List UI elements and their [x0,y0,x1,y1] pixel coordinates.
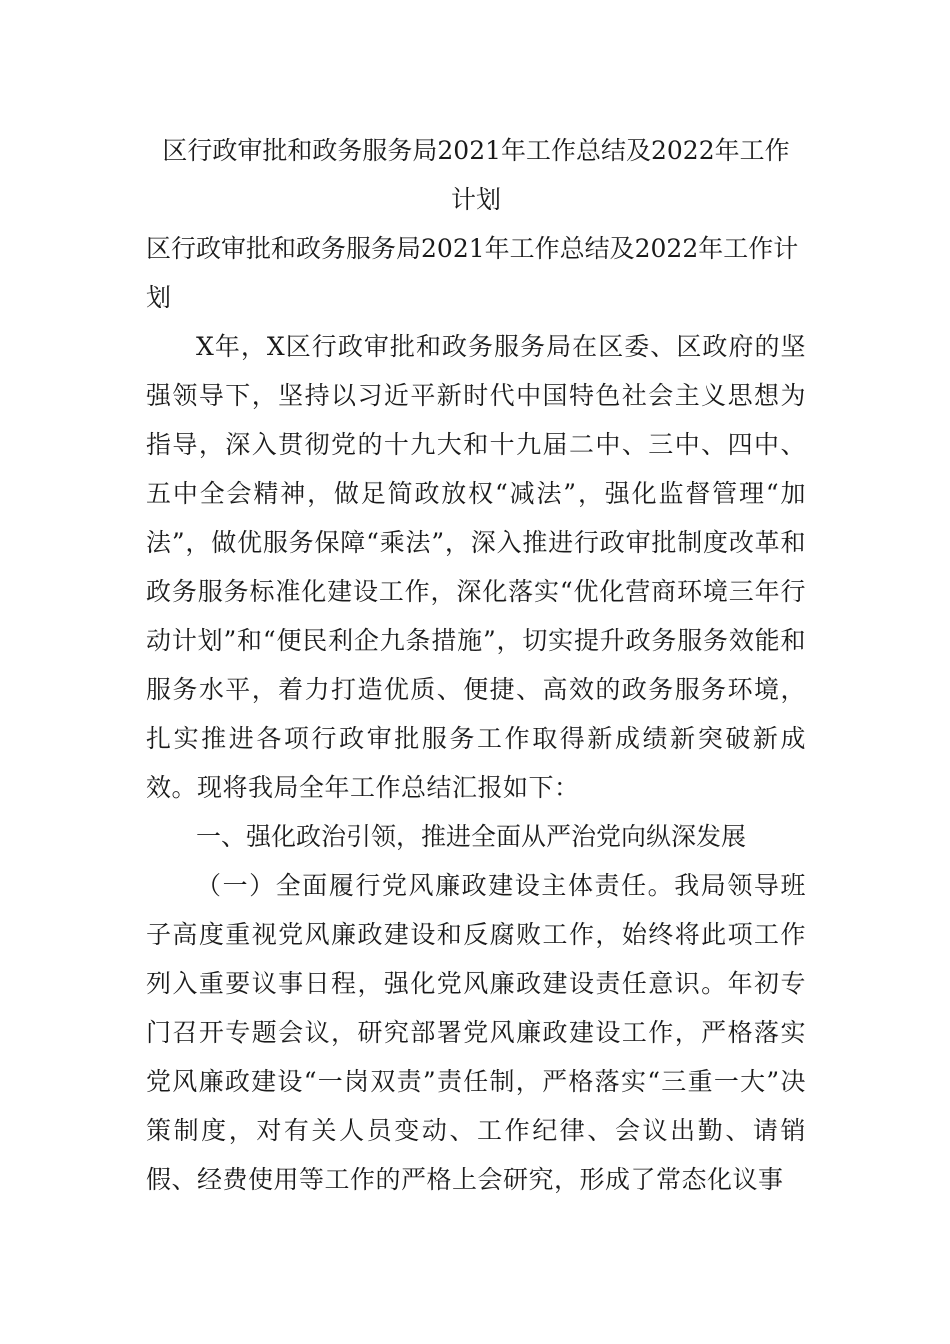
intro-paragraph: X年，X区行政审批和政务服务局在区委、区政府的坚强领导下，坚持以习近平新时代中国特色社会主义思想为指导，深入贯彻党的十九大和十九届二中、三中、四中、五中全会精神，做足简政放权“减法”，强化监督管理“加法”，做优服务保障“乘法”，深入推进行政审批制度改革和政务服务标准化建设工作，深化落实“优化营商环境三年行动计划”和“便民利企九条措施”，切实提升政务服务效能和服务水平，着力打造优质、便捷、高效的政务服务环境，扎实推进各项行政审批服务工作取得新成绩新突破新成效。现将我局全年工作总结汇报如下： [146,332,806,802]
document-body [146,126,806,1204]
section-heading: 一、强化政治引领，推进全面从严治党向纵深发展 [196,822,747,851]
document-title: 区行政审批和政务服务局2021年工作总结及2022年工作计划 [162,136,790,214]
section-paragraph: （一）全面履行党风廉政建设主体责任。我局领导班子高度重视党风廉政建设和反腐败工作，始终将此项工作列入重要议事日程，强化党风廉政建设责任意识。年初专门召开专题会议，研究部署党风廉政建设工作，严格落实党风廉政建设“一岗双责”责任制，严格落实“三重一大”决策制度，对有关人员变动、工作纪律、会议出勤、请销假、经费使用等工作的严格上会研究，形成了常态化议事 [146,871,806,1194]
document-subtitle: 区行政审批和政务服务局2021年工作总结及2022年工作计划 [146,234,799,312]
